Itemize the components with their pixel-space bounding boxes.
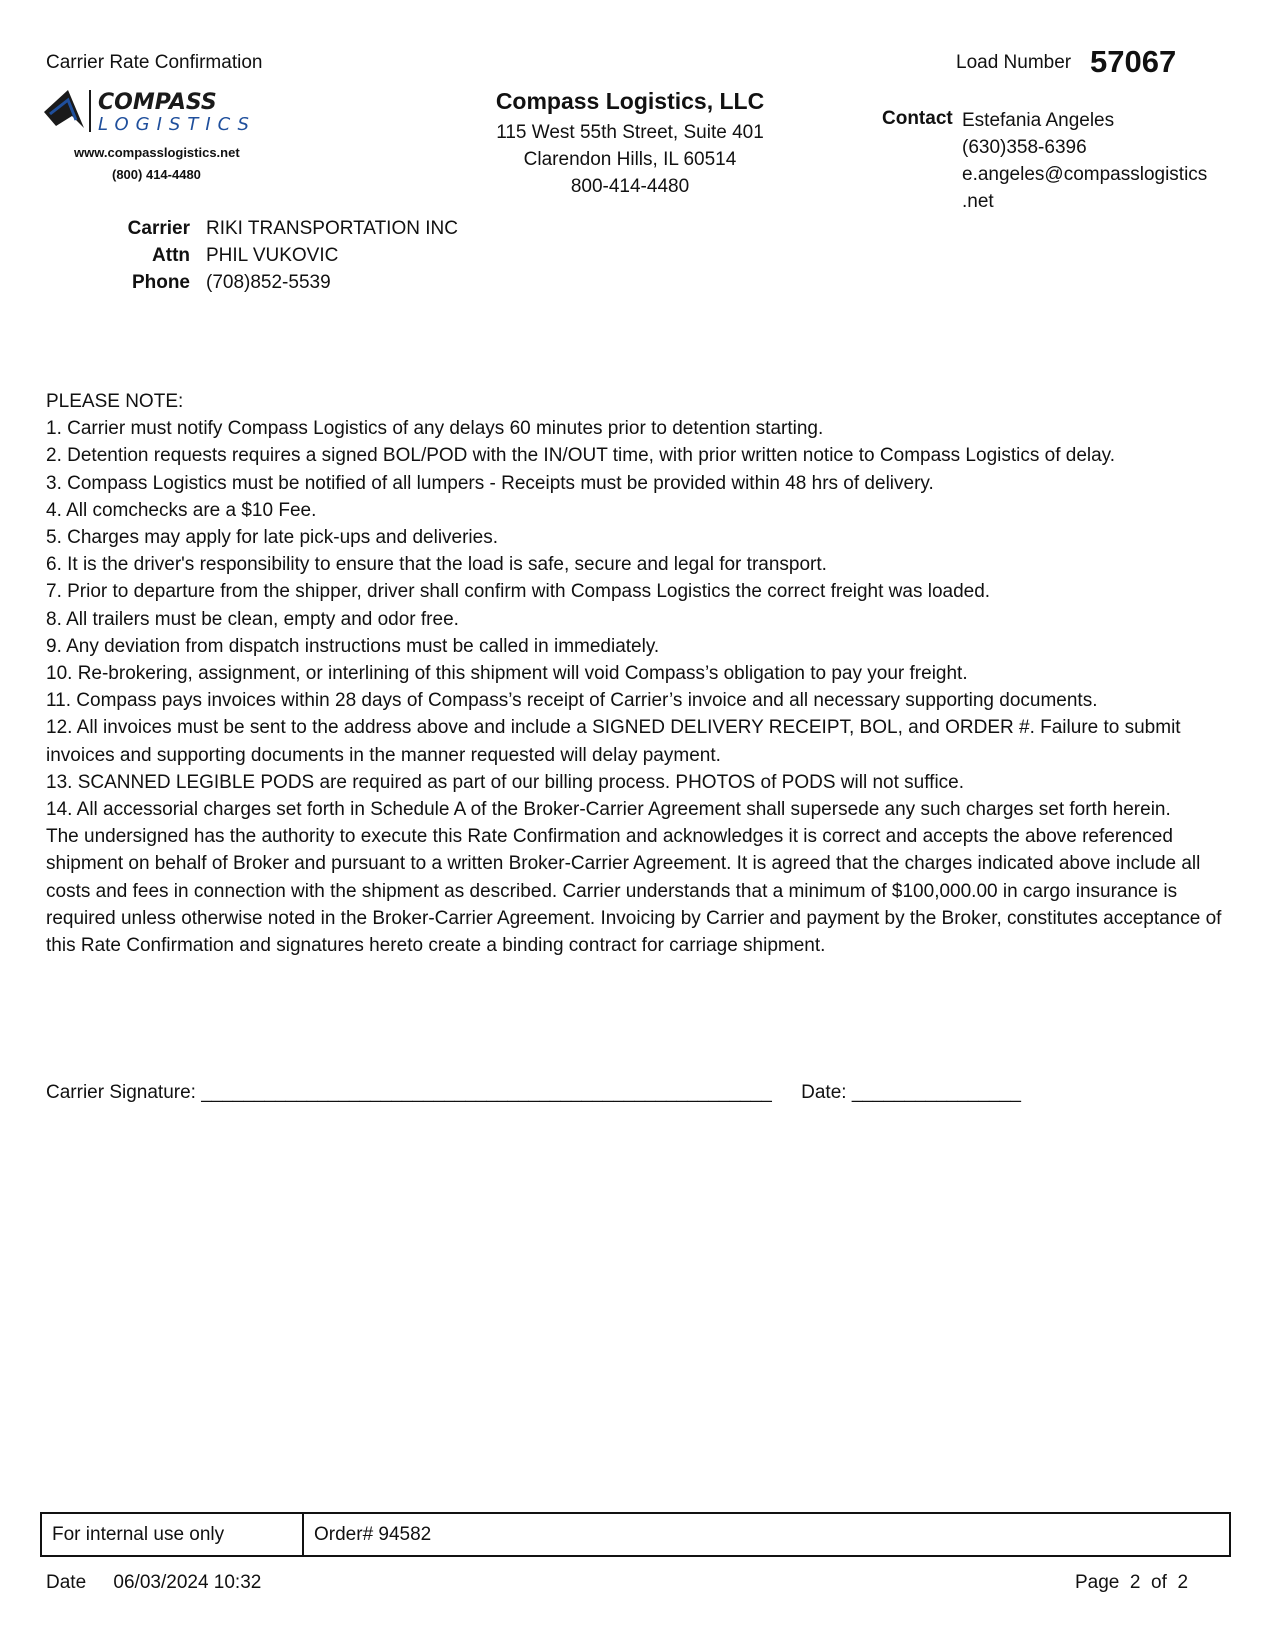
note-item: 14. All accessorial charges set forth in Schedule A of the Broker-Carrier Agreement shall supersede any such charges set forth herein. bbox=[46, 799, 1171, 821]
carrier-signature-line[interactable]: Carrier Signature: ______________________________________________________ bbox=[46, 1082, 772, 1103]
carrier-value: RIKI TRANSPORTATION INC bbox=[206, 218, 458, 239]
order-number: Order# 94582 bbox=[314, 1523, 432, 1545]
contact-email bbox=[962, 161, 1232, 215]
footer-date-value: 06/03/2024 10:32 bbox=[113, 1572, 262, 1593]
attn-label: Attn bbox=[152, 245, 190, 266]
load-number-value: 57067 bbox=[1090, 44, 1177, 79]
carrier-info bbox=[100, 215, 458, 296]
company-info bbox=[470, 88, 790, 200]
company-address-line1: 115 West 55th Street, Suite 401 bbox=[496, 122, 764, 143]
footer-date bbox=[46, 1572, 261, 1594]
logo-phone: (800) 414-4480 bbox=[112, 167, 201, 182]
compass-logo-mark-icon bbox=[44, 90, 84, 128]
agreement-paragraph: The undersigned has the authority to execute this Rate Confirmation and acknowledges it is correct and accepts the above referenced shipment on behalf of Broker and pursuant to a written Broker-Carrier Agreement. It is agreed that the charges indicated above include all costs and fees in connection with the shipment as described. Carrier understands that a minimum of $100,000.00 in cargo insurance is required unless otherwise noted in the Broker-Carrier Agreement. Invoicing by Carrier and payment by the Broker, constitutes acceptance of this Rate Confirmation and signatures hereto create a binding contract for carriage shipment. bbox=[46, 826, 1222, 957]
page-number: Page 2 of 2 bbox=[1075, 1572, 1189, 1593]
carrier-label: Carrier bbox=[127, 218, 190, 239]
note-item: 12. All invoices must be sent to the address above and include a SIGNED DELIVERY RECEIPT, BOL, and ORDER #. Failure to submit invoices and supporting documents in the manner requested will delay payment. bbox=[46, 717, 1181, 766]
note-item: 4. All comchecks are a $10 Fee. bbox=[46, 499, 317, 521]
internal-use-table bbox=[40, 1512, 1231, 1557]
note-item: 5. Charges may apply for late pick-ups and deliveries. bbox=[46, 527, 499, 549]
footer-date-label: Date bbox=[46, 1572, 87, 1593]
note-item: 9. Any deviation from dispatch instructions must be called in immediately. bbox=[46, 635, 660, 657]
note-item: 1. Carrier must notify Compass Logistics of any delays 60 minutes prior to detention starting. bbox=[46, 418, 824, 440]
phone-row bbox=[100, 269, 458, 296]
phone-value: (708)852-5539 bbox=[206, 272, 331, 293]
contact-name: Estefania Angeles bbox=[962, 110, 1115, 131]
note-item: 3. Compass Logistics must be notified of all lumpers - Receipts must be provided within 48 hrs of delivery. bbox=[46, 472, 934, 494]
contact-label: Contact bbox=[882, 108, 953, 129]
note-item: 11. Compass pays invoices within 28 days of Compass’s receipt of Carrier’s invoice and all necessary supporting documents. bbox=[46, 690, 1098, 712]
logo-word-logistics: LOGISTICS bbox=[98, 114, 256, 135]
compass-logistics-logo bbox=[42, 88, 292, 136]
company-phone: 800-414-4480 bbox=[570, 176, 690, 197]
load-number-label: Load Number bbox=[956, 52, 1072, 73]
note-item: 10. Re-brokering, assignment, or interlining of this shipment will void Compass’s obligation to pay your freight. bbox=[46, 663, 968, 685]
note-item: 6. It is the driver's responsibility to ensure that the load is safe, secure and legal for transport. bbox=[46, 554, 827, 576]
logo-word-compass: COMPASS bbox=[98, 90, 217, 115]
notes-heading: PLEASE NOTE: bbox=[46, 391, 184, 412]
terms-notes bbox=[46, 388, 1236, 959]
company-address-line2: Clarendon Hills, IL 60514 bbox=[523, 149, 737, 170]
company-name: Compass Logistics, LLC bbox=[495, 88, 765, 114]
signature-row bbox=[46, 1082, 1021, 1104]
contact-email-line2: .net bbox=[962, 191, 994, 212]
phone-label: Phone bbox=[131, 272, 190, 293]
note-item: 7. Prior to departure from the shipper, driver shall confirm with Compass Logistics the correct freight was loaded. bbox=[46, 581, 991, 603]
note-item: 13. SCANNED LEGIBLE PODS are required as part of our billing process. PHOTOS of PODS will not suffice. bbox=[46, 771, 965, 793]
note-item: 2. Detention requests requires a signed BOL/POD with the IN/OUT time, with prior written notice to Compass Logistics of delay. bbox=[46, 445, 1116, 467]
note-item: 8. All trailers must be clean, empty and odor free. bbox=[46, 608, 459, 630]
internal-use-label: For internal use only bbox=[42, 1514, 304, 1555]
contact-email-line1: e.angeles@compasslogistics bbox=[962, 164, 1208, 185]
contact-phone: (630)358-6396 bbox=[962, 137, 1087, 158]
contact-info bbox=[962, 107, 1232, 215]
attn-value: PHIL VUKOVIC bbox=[206, 245, 339, 266]
document-title: Carrier Rate Confirmation bbox=[46, 52, 263, 73]
logo-website: www.compasslogistics.net bbox=[74, 145, 240, 160]
attn-row bbox=[100, 242, 458, 269]
signature-date-line[interactable]: Date: ________________ bbox=[801, 1082, 1021, 1103]
carrier-row bbox=[100, 215, 458, 242]
